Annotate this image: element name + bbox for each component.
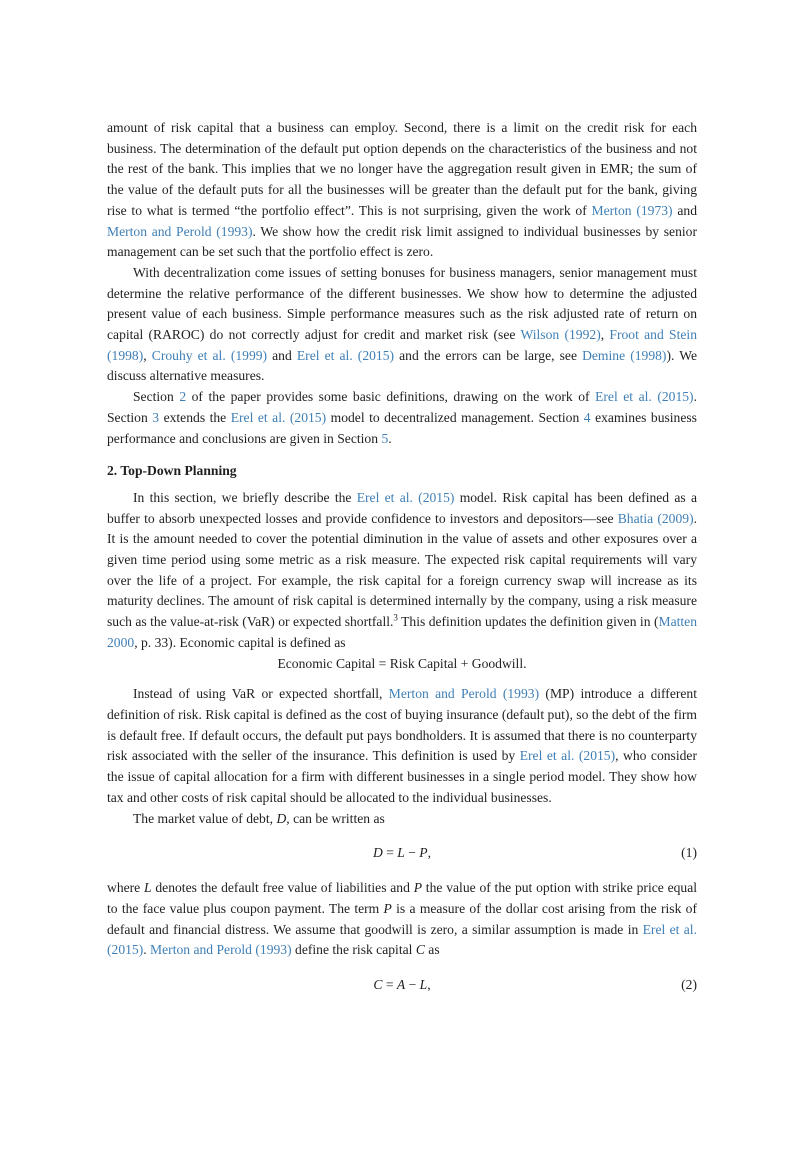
paper-page: [107, 118, 697, 1010]
citation-froot-stein-1998[interactable]: Froot and Stein (1998): [107, 327, 698, 363]
equation-number: (1): [681, 845, 697, 861]
citation-erel-2015[interactable]: Erel et al. (2015): [595, 389, 694, 405]
citation-merton-perold-1993[interactable]: Merton and Perold (1993): [107, 223, 253, 239]
citation-crouhy-1999[interactable]: Crouhy et al. (1999): [151, 347, 268, 363]
citation-merton-perold-1993[interactable]: Merton and Perold (1993): [150, 942, 292, 958]
intro-paragraph-3: Section 2 of the paper provides some basic definitions, drawing on the work of Erel et al. (2015). Section 3 extends the Erel et al. (2015) model to decentralized management. Section 4 examines business performance and conclusions are given in Section 5.: [107, 389, 697, 446]
equation-2: C = A − L, (2): [107, 975, 697, 996]
section-heading: 2. Top-Down Planning: [107, 463, 237, 479]
citation-merton-perold-1993[interactable]: Merton and Perold (1993): [388, 686, 540, 702]
section2-paragraph-1: In this section, we briefly describe the Erel et al. (2015) model. Risk capital has been defined as a buffer to absorb unexpected losses and provide confidence to investors and depositors—see Bhatia (2009). It is the amount needed to cover the potential diminution in the value of assets and other exposures over a given time period using some metric as a risk measure. The expected risk capital requirements will vary over the life of a project. For example, the risk capital for a foreign currency swap will increase as its maturity declines. The amount of risk capital is determined internally by the company, using a risk measure such as the value-at-risk (VaR) or expected shortfall.$^3$ This definition updates the definition given in (Matten 2000, p. 33). Economic capital is defined as: [107, 489, 698, 650]
section-ref-4[interactable]: 4: [583, 409, 591, 425]
citation-wilson-1992[interactable]: Wilson (1992): [520, 327, 601, 343]
citation-matten-2000[interactable]: Matten 2000: [107, 614, 697, 650]
citation-bhatia-2009[interactable]: Bhatia (2009): [617, 510, 694, 526]
section-ref-3[interactable]: 3: [152, 409, 160, 425]
citation-erel-2015[interactable]: Erel et al. (2015): [107, 921, 697, 958]
citation-erel-2015[interactable]: Erel et al. (2015): [296, 347, 395, 363]
intro-paragraph-1: amount of risk capital that a business can employ. Second, there is a limit on the credit risk for each business. The determination of the default put option depends on the characteristics of the business and not the rest of the bank. This implies that we no longer have the aggregation result given in EMR; the sum of the value of the default puts for all the businesses will be greater than the default put for the bank, giving rise to what is termed “the portfolio effect”. This is not surprising, given the work of Merton (1973) and Merton and Perold (1993). We show how the credit risk limit assigned to individual businesses by senior management can be set such that the portfolio effect is zero.: [107, 120, 697, 260]
citation-merton-1973[interactable]: Merton (1973): [591, 202, 673, 218]
citation-erel-2015[interactable]: Erel et al. (2015): [230, 409, 327, 425]
section-ref-2[interactable]: 2: [179, 389, 187, 405]
intro-paragraph-2: With decentralization come issues of setting bonuses for business managers, senior management must determine the relative performance of the different businesses. We show how to determine the adjusted present value of each business. Simple performance measures such as the risk adjusted rate of return on capital (RAROC) do not correctly adjust for credit and market risk (see Wilson (1992), Froot and Stein (1998), Crouhy et al. (1999) and Erel et al. (2015) and the errors can be large, see Demine (1998)). We discuss alternative measures.: [107, 264, 698, 384]
section-ref-5[interactable]: 5: [381, 430, 389, 446]
equation-number: (2): [681, 977, 697, 993]
economic-capital-equation: Economic Capital = Risk Capital + Goodwill.: [277, 655, 527, 671]
equation-1: D = L − P, (1): [107, 843, 697, 864]
footnote-marker[interactable]: 3: [393, 612, 398, 623]
citation-erel-2015[interactable]: Erel et al. (2015): [519, 748, 616, 764]
section2-paragraph-4: where L denotes the default free value of liabilities and P the value of the put option with strike price equal to the face value plus coupon payment. The term P is a measure of the dollar cost arising from the risk of default and financial distress. We assume that goodwill is zero, a similar assumption is made in Erel et al. (2015). Merton and Perold (1993) define the risk capital C as: [107, 880, 698, 958]
section2-paragraph-3: The market value of debt, D, can be written as: [133, 810, 385, 826]
citation-erel-2015[interactable]: Erel et al. (2015): [356, 489, 455, 505]
citation-demine-1998[interactable]: Demine (1998): [582, 347, 667, 363]
section2-paragraph-2: Instead of using VaR or expected shortfall, Merton and Perold (1993) (MP) introduce a different definition of risk. Risk capital is defined as the cost of buying insurance (default put), so the debt of the firm is default free. If default occurs, the default put pays bondholders. It is assumed that there is no counterparty risk associated with the seller of the insurance. This definition is used by Erel et al. (2015), who consider the issue of capital allocation for a firm with different businesses in a single period model. They show how tax and other costs of risk capital should be allocated to the individual businesses.: [107, 686, 698, 805]
